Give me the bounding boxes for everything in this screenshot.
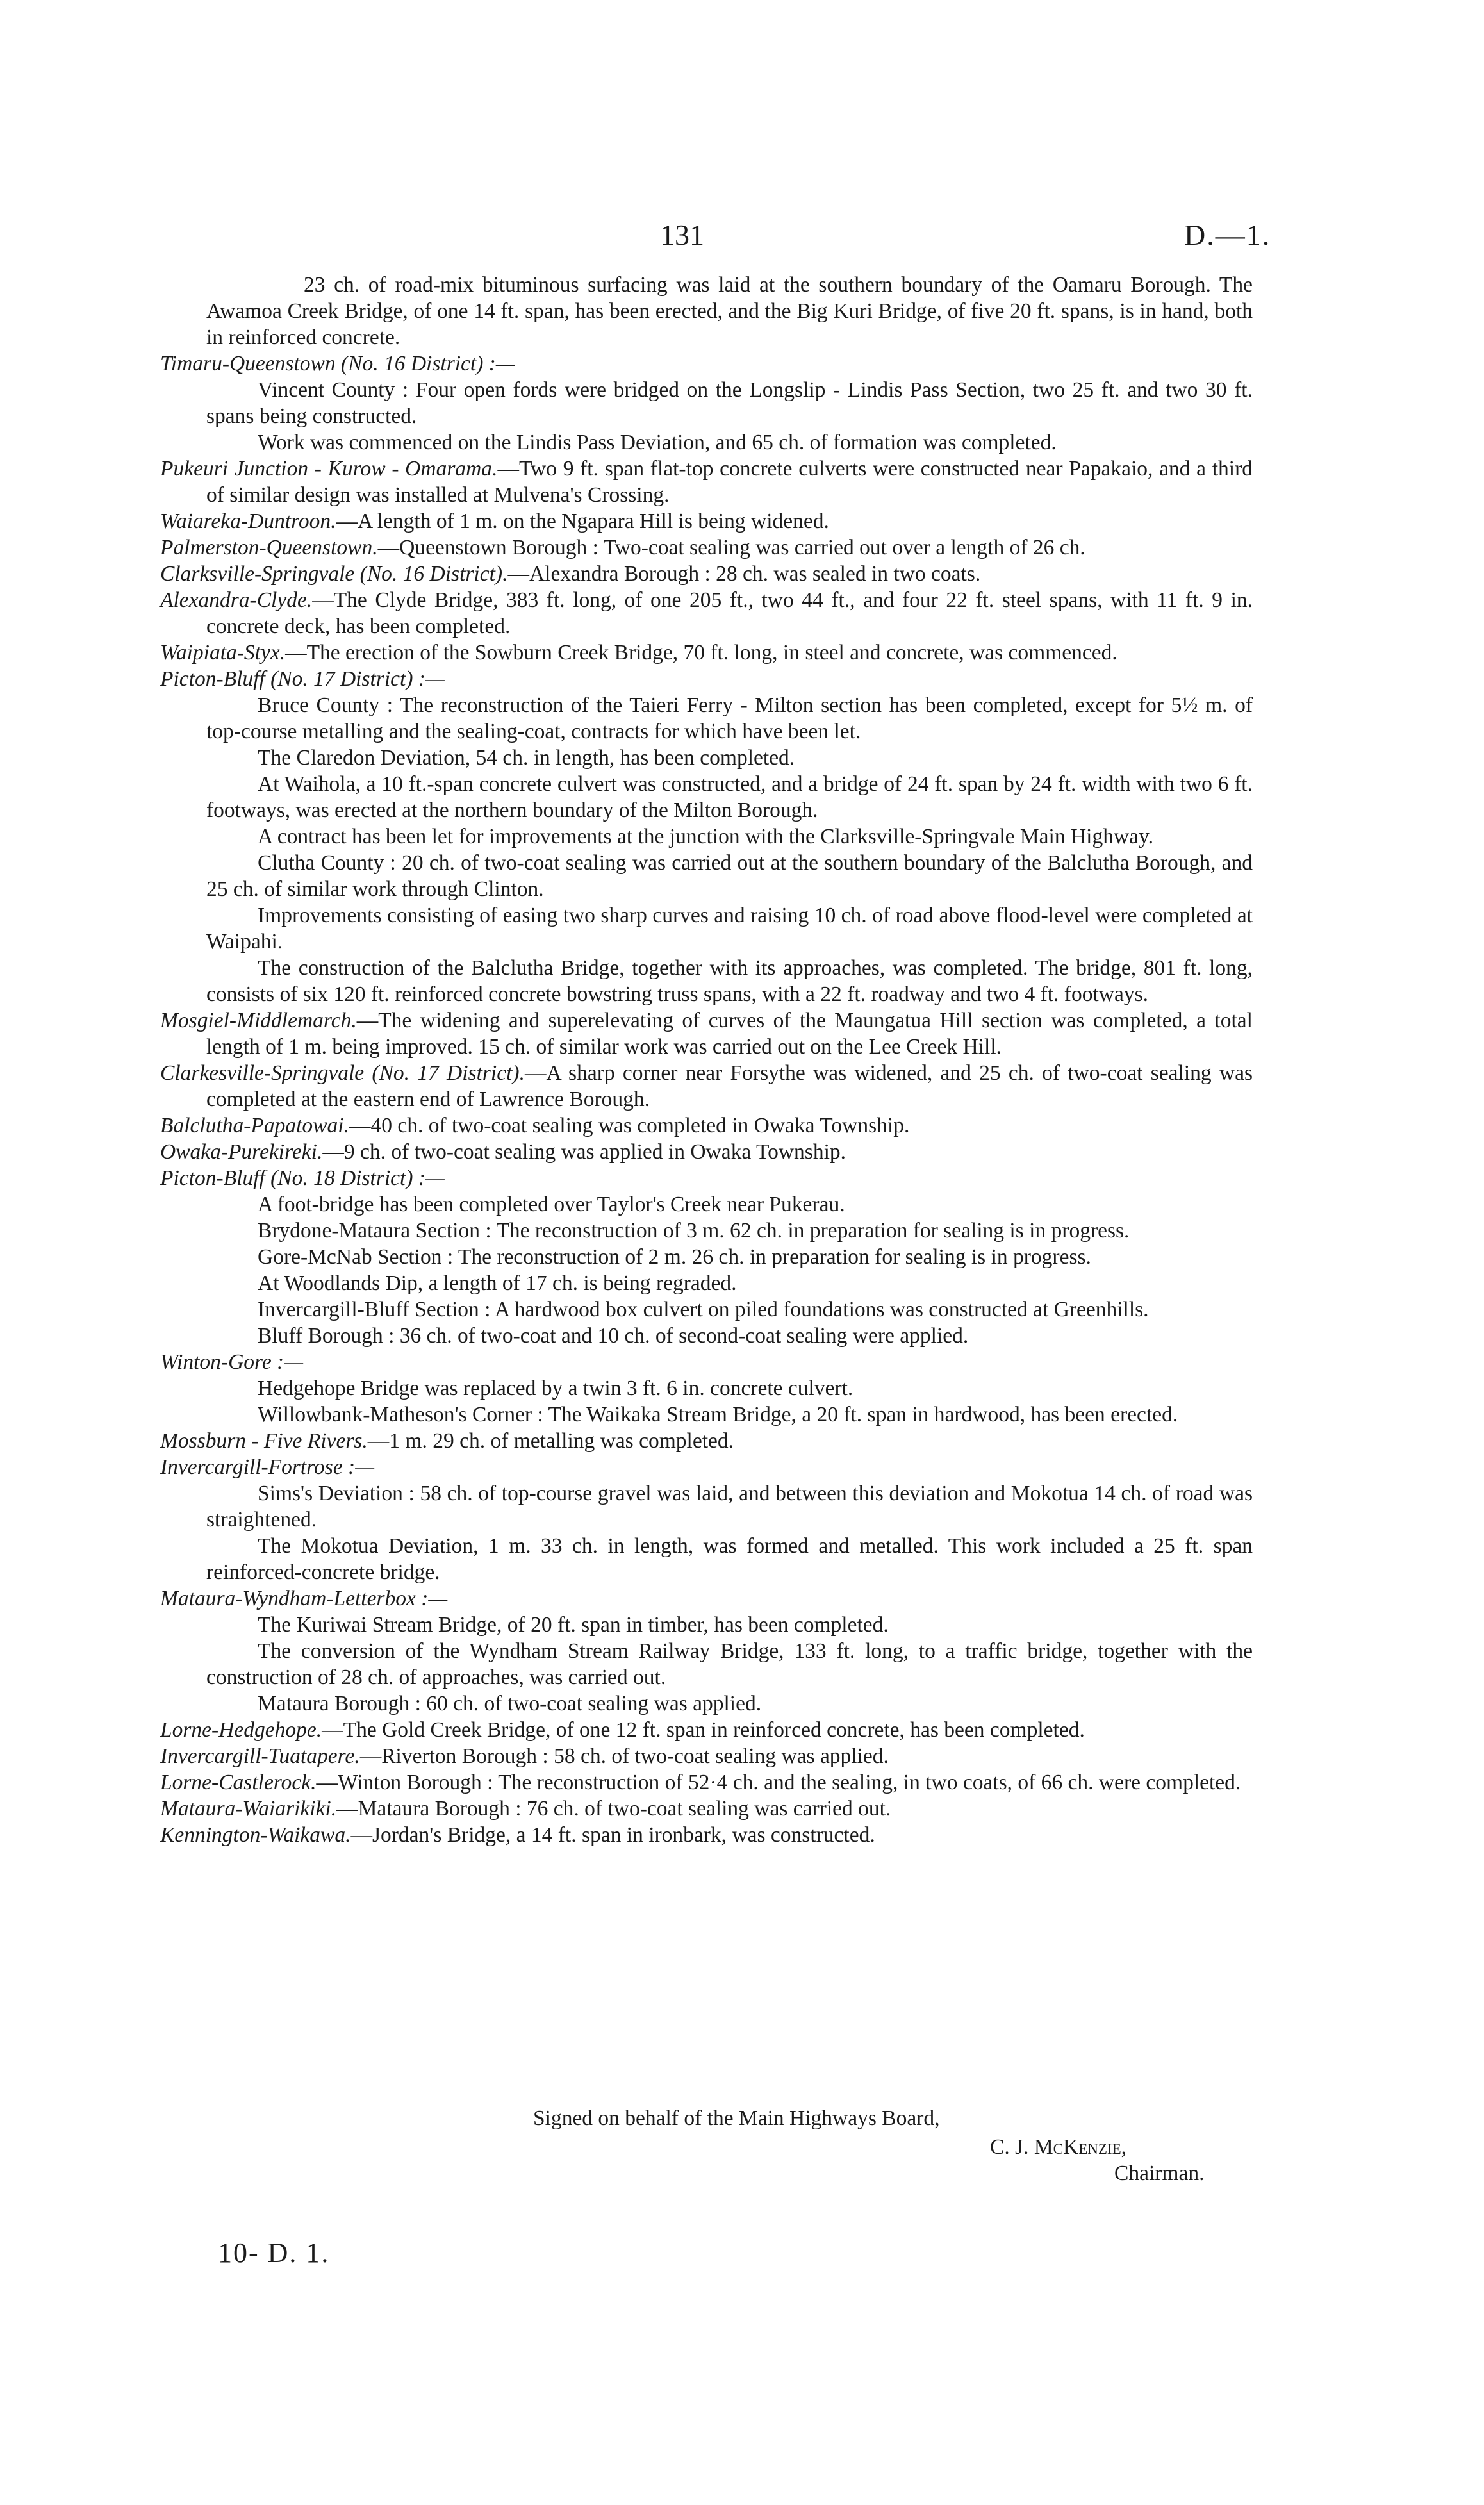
body-paragraph: Improvements consisting of easing two sharp curves and raising 10 ch. of road above flood-level were completed at Waipahi. [206, 904, 1253, 954]
route-paragraph [160, 1796, 1253, 1822]
route-paragraph [160, 1112, 1253, 1139]
route-title: Pukeuri Junction - Kurow - Omarama. [160, 457, 498, 481]
page-number: 131 [660, 219, 704, 251]
route-title: Palmerston-Queenstown. [160, 536, 378, 559]
body-paragraph: A contract has been let for improvements at the junction with the Clarksville-Springvale Main Highway. [258, 825, 1153, 848]
body-paragraph: The Mokotua Deviation, 1 m. 33 ch. in length, was formed and metalled. This work included a 25 ft. span reinforced-concrete bridge. [206, 1534, 1253, 1584]
section-heading [160, 1165, 1253, 1191]
route-text: —The Gold Creek Bridge, of one 12 ft. span in reinforced concrete, has been completed. [322, 1718, 1085, 1742]
body-paragraph: Bluff Borough : 36 ch. of two-coat and 10 ch. of second-coat sealing were applied. [258, 1324, 969, 1348]
footer-reference: 10- D. 1. [218, 2237, 330, 2269]
route-paragraph [160, 561, 1253, 587]
route-paragraph [160, 534, 1253, 561]
section-heading-title: Mataura-Wyndham-Letterbox :— [160, 1587, 448, 1610]
document-body [160, 272, 1253, 1848]
section-heading [160, 1585, 1253, 1612]
body-paragraph: Vincent County : Four open fords were bridged on the Longslip - Lindis Pass Section, two 25 ft. and two 30 ft. spans being constructed. [206, 378, 1253, 428]
route-text: —The Clyde Bridge, 383 ft. long, of one 205 ft., two 44 ft., and four 22 ft. steel spans, with 11 ft. 9 in. concrete deck, has been completed. [206, 588, 1253, 638]
body-paragraph: Willowbank-Matheson's Corner : The Waikaka Stream Bridge, a 20 ft. span in hardwood, has been erected. [258, 1403, 1178, 1426]
route-title: Mossburn - Five Rivers. [160, 1429, 368, 1453]
route-title: Balclutha-Papatowai. [160, 1114, 349, 1137]
body-paragraph: Work was commenced on the Lindis Pass Deviation, and 65 ch. of formation was completed. [258, 431, 1057, 454]
route-title: Lorne-Hedgehope. [160, 1718, 322, 1742]
route-text: —40 ch. of two-coat sealing was completed in Owaka Township. [349, 1114, 910, 1137]
document-reference: D.—1. [1184, 219, 1271, 251]
route-paragraph [160, 1743, 1253, 1769]
route-title: Mosgiel-Middlemarch. [160, 1009, 357, 1032]
body-paragraph: The Claredon Deviation, 54 ch. in length, has been completed. [258, 746, 795, 770]
route-paragraph [160, 1769, 1253, 1796]
section-heading [160, 666, 1253, 692]
body-paragraph: Sims's Deviation : 58 ch. of top-course gravel was laid, and between this deviation and Mokotua 14 ch. of road was straightened. [206, 1482, 1253, 1532]
section-heading [160, 1454, 1253, 1480]
body-paragraph: Bruce County : The reconstruction of the Taieri Ferry - Milton section has been completed, except for 5½ m. of top-course metalling and the sealing-coat, contracts for which have been let. [206, 693, 1253, 743]
route-paragraph [160, 1060, 1253, 1112]
route-paragraph [160, 1007, 1253, 1060]
body-paragraph: Hedgehope Bridge was replaced by a twin 3 ft. 6 in. concrete culvert. [258, 1377, 853, 1400]
route-paragraph [160, 587, 1253, 640]
section-heading-title: Picton-Bluff (No. 17 District) :— [160, 667, 445, 691]
route-title: Owaka-Purekireki. [160, 1140, 323, 1164]
section-heading [160, 1349, 1253, 1375]
route-text: —A sharp corner near Forsythe was widened, and 25 ch. of two-coat sealing was completed at the eastern end of Lawrence Borough. [206, 1061, 1253, 1111]
body-paragraph: At Woodlands Dip, a length of 17 ch. is being regraded. [258, 1271, 737, 1295]
signature-line: Signed on behalf of the Main Highways Board, [533, 2106, 940, 2130]
route-text: —The erection of the Sowburn Creek Bridge, 70 ft. long, in steel and concrete, was commenced. [285, 641, 1117, 665]
route-title: Kennington-Waikawa. [160, 1823, 351, 1847]
section-heading-title: Timaru-Queenstown (No. 16 District) :— [160, 352, 515, 376]
signatory-block [990, 2134, 1204, 2187]
route-title: Clarkesville-Springvale (No. 17 District). [160, 1061, 525, 1085]
route-title: Waipiata-Styx. [160, 641, 286, 665]
route-text: —Alexandra Borough : 28 ch. was sealed in two coats. [507, 562, 981, 586]
route-title: Lorne-Castlerock. [160, 1771, 317, 1794]
route-text: —1 m. 29 ch. of metalling was completed. [367, 1429, 734, 1453]
route-text: —Jordan's Bridge, a 14 ft. span in ironbark, was constructed. [350, 1823, 875, 1847]
route-text: —Queenstown Borough : Two-coat sealing was carried out over a length of 26 ch. [377, 536, 1085, 559]
route-text: —Two 9 ft. span flat-top concrete culverts were constructed near Papakaio, and a third of similar design was installed at Mulvena's Crossing. [206, 457, 1253, 507]
route-text: —Winton Borough : The reconstruction of 52·4 ch. and the sealing, in two coats, of 66 ch. were completed. [316, 1771, 1241, 1794]
body-paragraph: The construction of the Balclutha Bridge, together with its approaches, was completed. The bridge, 801 ft. long, consists of six 120 ft. reinforced concrete bowstring truss spans, with a 22 ft. roadway and two 4 ft. footways. [206, 956, 1253, 1006]
section-heading-title: Picton-Bluff (No. 18 District) :— [160, 1166, 445, 1190]
route-paragraph [160, 1717, 1253, 1743]
route-title: Waiareka-Duntroon. [160, 509, 336, 533]
signatory-title: Chairman. [1114, 2162, 1205, 2185]
route-paragraph [160, 640, 1253, 666]
route-text: —Riverton Borough : 58 ch. of two-coat sealing was applied. [359, 1744, 889, 1768]
section-heading-title: Invercargill-Fortrose :— [160, 1455, 375, 1479]
body-paragraph: Gore-McNab Section : The reconstruction of 2 m. 26 ch. in preparation for sealing is in progress. [258, 1245, 1091, 1269]
signatory-name: C. J. McKenzie, [990, 2135, 1126, 2159]
route-text: —9 ch. of two-coat sealing was applied in Owaka Township. [322, 1140, 846, 1164]
body-paragraph: At Waihola, a 10 ft.-span concrete culvert was constructed, and a bridge of 24 ft. span by 24 ft. width with two 6 ft. footways, was erected at the northern boundary of the Milton Borough. [206, 772, 1253, 822]
route-paragraph [160, 508, 1253, 534]
route-text: —The widening and superelevating of curves of the Maungatua Hill section was completed, a total length of 1 m. being improved. 15 ch. of similar work was carried out on the Lee Creek Hill. [206, 1009, 1253, 1059]
route-title: Clarksville-Springvale (No. 16 District). [160, 562, 508, 586]
route-paragraph [160, 456, 1253, 508]
continued-paragraph: 23 ch. of road-mix bituminous surfacing was laid at the southern boundary of the Oamaru Borough. The Awamoa Creek Bridge, of one 14 ft. span, has been erected, and the Big Kuri Bridge, of five 20 ft. spans, is in hand, both in reinforced concrete. [206, 273, 1253, 349]
route-paragraph [160, 1428, 1253, 1454]
body-paragraph: A foot-bridge has been completed over Taylor's Creek near Pukerau. [258, 1193, 845, 1216]
route-text: —Mataura Borough : 76 ch. of two-coat sealing was carried out. [336, 1797, 891, 1821]
route-paragraph [160, 1822, 1253, 1848]
body-paragraph: Mataura Borough : 60 ch. of two-coat sealing was applied. [258, 1692, 762, 1715]
body-paragraph: The Kuriwai Stream Bridge, of 20 ft. span in timber, has been completed. [258, 1613, 889, 1637]
route-text: —A length of 1 m. on the Ngapara Hill is being widened. [336, 509, 829, 533]
section-heading [160, 351, 1253, 377]
route-title: Mataura-Waiarikiki. [160, 1797, 337, 1821]
body-paragraph: Brydone-Mataura Section : The reconstruction of 3 m. 62 ch. in preparation for sealing is in progress. [258, 1219, 1130, 1243]
section-heading-title: Winton-Gore :— [160, 1350, 304, 1374]
route-paragraph [160, 1139, 1253, 1165]
route-title: Alexandra-Clyde. [160, 588, 313, 612]
body-paragraph: Clutha County : 20 ch. of two-coat sealing was carried out at the southern boundary of the Balclutha Borough, and 25 ch. of similar work through Clinton. [206, 851, 1253, 901]
body-paragraph: Invercargill-Bluff Section : A hardwood box culvert on piled foundations was constructed at Greenhills. [258, 1298, 1149, 1321]
route-title: Invercargill-Tuatapere. [160, 1744, 360, 1768]
body-paragraph: The conversion of the Wyndham Stream Railway Bridge, 133 ft. long, to a traffic bridge, together with the construction of 28 ch. of approaches, was carried out. [206, 1639, 1253, 1689]
